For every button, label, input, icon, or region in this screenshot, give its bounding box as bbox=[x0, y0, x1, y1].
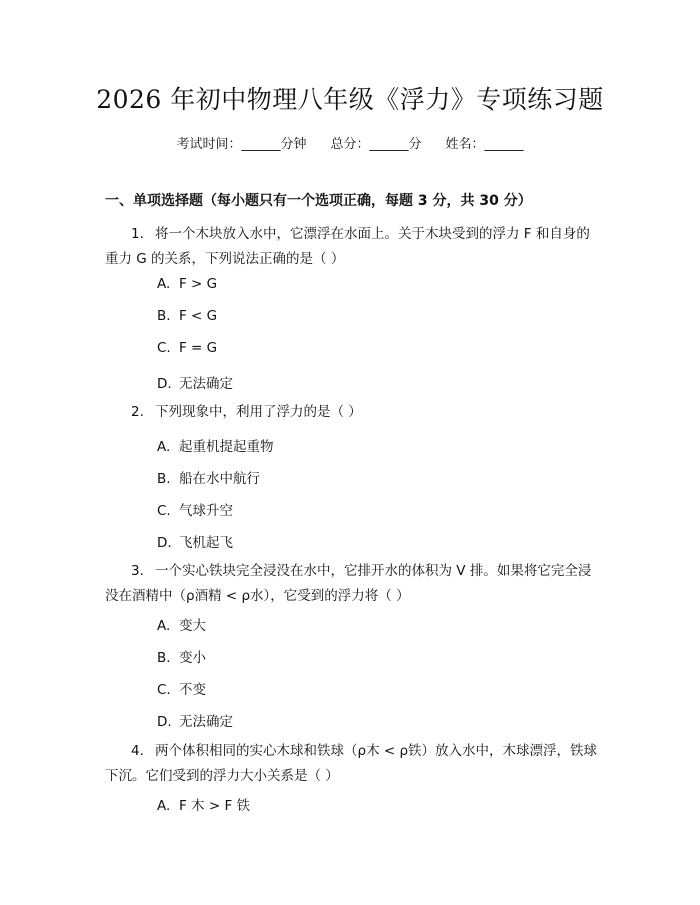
exam-info-line bbox=[0, 133, 700, 152]
question-3-option-a: A. 变大 bbox=[157, 618, 206, 634]
question-3-option-d: D. 无法确定 bbox=[157, 714, 233, 730]
question-2 bbox=[105, 400, 599, 425]
question-3-option-b: B. 变小 bbox=[157, 650, 206, 666]
document-title: 2026 年初中物理八年级《浮力》专项练习题 bbox=[96, 85, 604, 114]
question-2-option-a: A. 起重机提起重物 bbox=[157, 439, 274, 455]
total-score-field: 总分：______分 bbox=[330, 137, 422, 152]
section-heading-single-choice: 一、单项选择题（每小题只有一个选项正确，每题 3 分，共 30 分） bbox=[105, 193, 532, 209]
question-number: 1. bbox=[131, 226, 144, 242]
question-text: 下列现象中，利用了浮力的是（ ） bbox=[155, 404, 362, 420]
question-1-option-d: D. 无法确定 bbox=[157, 376, 233, 392]
question-number: 2. bbox=[131, 404, 144, 420]
question-1-option-a: A. F > G bbox=[157, 276, 218, 292]
question-text: 两个体积相同的实心木球和铁球（ρ木 < ρ铁）放入水中，木球漂浮，铁球下沉。它们受到的浮力大小关系是（ ） bbox=[105, 743, 598, 784]
question-text: 将一个木块放入水中，它漂浮在水面上。关于木块受到的浮力 F 和自身的重力 G 的关系，下列说法正确的是（ ） bbox=[105, 226, 590, 267]
question-3 bbox=[105, 559, 599, 609]
question-2-option-b: B. 船在水中航行 bbox=[157, 471, 260, 487]
name-field: 姓名：______ bbox=[445, 137, 524, 152]
question-3-option-c: C. 不变 bbox=[157, 682, 206, 698]
question-4-option-a: A. F 木 > F 铁 bbox=[157, 798, 251, 814]
question-4 bbox=[105, 739, 599, 789]
exam-time-field: 考试时间：______分钟 bbox=[176, 137, 307, 152]
question-2-option-c: C. 气球升空 bbox=[157, 503, 233, 519]
question-number: 3. bbox=[131, 563, 144, 579]
question-1-option-c: C. F = G bbox=[157, 340, 218, 356]
question-1 bbox=[105, 222, 599, 272]
question-text: 一个实心铁块完全浸没在水中，它排开水的体积为 V 排。如果将它完全浸没在酒精中（ρ酒精 < ρ水），它受到的浮力将（ ） bbox=[105, 563, 592, 604]
question-2-option-d: D. 飞机起飞 bbox=[157, 535, 233, 551]
question-number: 4. bbox=[131, 743, 144, 759]
question-1-option-b: B. F < G bbox=[157, 308, 218, 324]
